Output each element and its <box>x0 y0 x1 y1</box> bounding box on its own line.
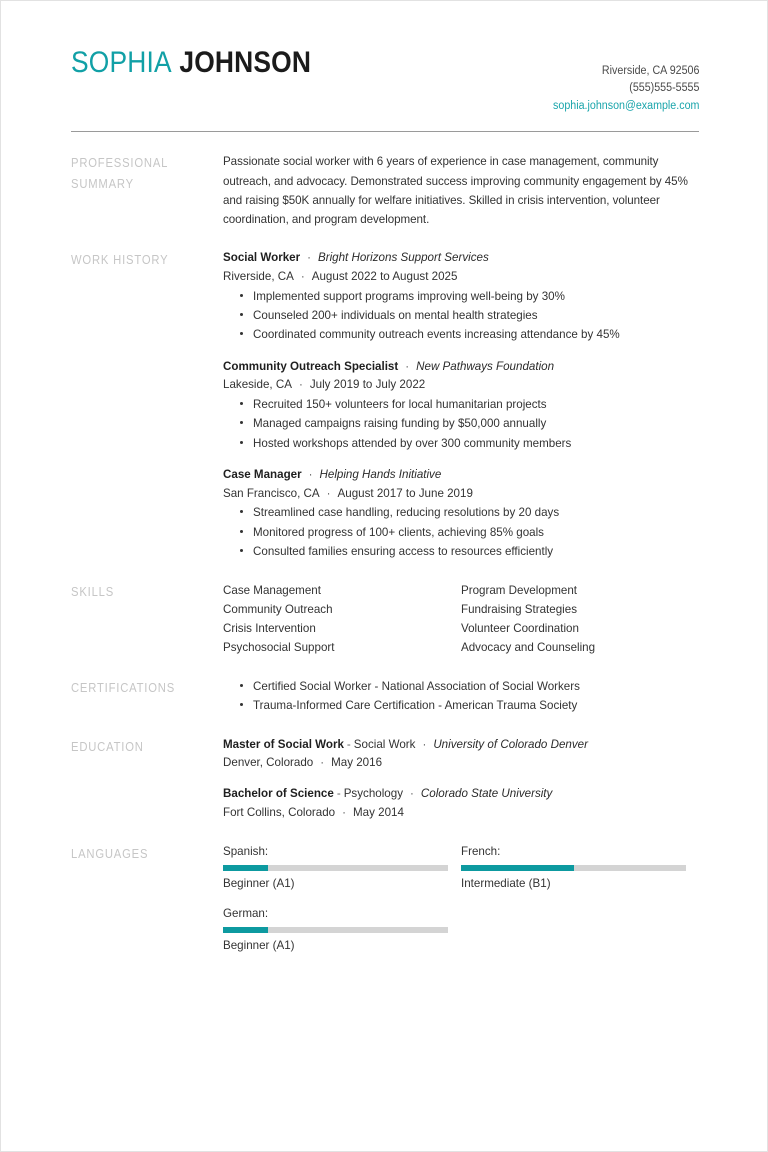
separator-dot: · <box>298 378 303 392</box>
language-proficiency-bar <box>223 927 448 933</box>
education-meta <box>223 754 699 773</box>
skill-item: Volunteer Coordination <box>461 622 579 636</box>
contact-location: Riverside, CA 92506 <box>601 65 699 77</box>
job-title: Community Outreach Specialist <box>223 359 399 373</box>
education-degree: Master of Social Work <box>223 737 344 751</box>
section-label-work-history: WORK HISTORY <box>71 253 169 268</box>
skill-item: Program Development <box>461 584 577 598</box>
language-proficiency-fill <box>461 865 574 871</box>
section-professional-summary <box>71 152 699 229</box>
section-label-languages: LANGUAGES <box>71 846 149 861</box>
job-title: Case Manager <box>223 467 302 481</box>
education-body <box>223 736 699 823</box>
job-meta <box>223 268 699 287</box>
skill-item: Community Outreach <box>223 603 333 617</box>
language-proficiency-fill <box>223 865 268 871</box>
first-name: SOPHIA <box>71 46 172 79</box>
language-name: German: <box>223 906 269 920</box>
contact-phone[interactable]: (555)555-5555 <box>628 82 699 95</box>
job-bullet: Coordinated community outreach events increasing attendance by 45% <box>253 325 699 344</box>
education-degree: Bachelor of Science <box>223 787 334 801</box>
separator-dot: · <box>308 467 313 481</box>
section-label-certifications: CERTIFICATIONS <box>71 681 176 696</box>
language-item <box>223 905 461 956</box>
job-company: Bright Horizons Support Services <box>317 251 489 265</box>
job-location: San Francisco, CA <box>223 486 320 500</box>
job-location: Riverside, CA <box>223 270 294 284</box>
job-entry <box>223 249 699 344</box>
separator-dot: · <box>320 756 325 770</box>
education-school: Colorado State University <box>420 787 553 801</box>
skills-column-left <box>223 581 461 657</box>
education-location: Fort Collins, Colorado <box>223 805 336 819</box>
section-label-education: EDUCATION <box>71 739 144 754</box>
job-dates: July 2019 to July 2022 <box>309 378 426 392</box>
language-level: Intermediate (B1) <box>461 877 551 891</box>
language-proficiency-bar <box>223 865 448 871</box>
work-history-body <box>223 249 699 561</box>
section-certifications <box>71 677 699 715</box>
separator-dot: · <box>307 251 311 265</box>
job-company: Helping Hands Initiative <box>319 467 442 481</box>
section-education <box>71 736 699 823</box>
contact-block <box>553 47 699 115</box>
language-proficiency-bar <box>461 865 686 871</box>
job-bullet-list <box>223 395 699 453</box>
section-languages <box>71 843 699 967</box>
separator-dash: - <box>336 787 341 801</box>
section-label-summary: PROFESSIONAL SUMMARY <box>71 156 168 191</box>
job-title-line <box>223 358 699 377</box>
section-work-history <box>71 249 699 561</box>
education-date: May 2014 <box>353 805 404 819</box>
job-company: New Pathways Foundation <box>416 359 555 373</box>
job-bullet: Recruited 150+ volunteers for local humanitarian projects <box>253 395 699 414</box>
job-bullet: Streamlined case handling, reducing resolutions by 20 days <box>253 503 699 522</box>
job-entry <box>223 466 699 561</box>
certification-list <box>223 677 699 715</box>
language-level: Beginner (A1) <box>223 939 295 953</box>
education-school: University of Colorado Denver <box>433 737 588 751</box>
language-item <box>223 843 461 894</box>
education-entry <box>223 785 699 823</box>
language-item <box>461 843 699 894</box>
last-name: JOHNSON <box>179 46 312 79</box>
section-label-skills: SKILLS <box>71 585 115 600</box>
skill-item: Case Management <box>223 584 321 598</box>
language-level: Beginner (A1) <box>223 877 295 891</box>
resume-header <box>71 47 699 115</box>
job-bullet: Managed campaigns raising funding by $50,000 annually <box>253 414 699 433</box>
separator-dot: · <box>326 486 331 500</box>
education-date: May 2016 <box>331 756 383 770</box>
education-meta <box>223 804 699 823</box>
job-bullet-list <box>223 287 699 345</box>
skill-item: Crisis Intervention <box>223 622 316 636</box>
separator-dash: - <box>346 737 351 751</box>
languages-body <box>223 843 699 967</box>
section-skills <box>71 581 699 657</box>
language-name: Spanish: <box>223 844 269 858</box>
header-divider <box>71 131 699 132</box>
job-entry <box>223 358 699 453</box>
job-location: Lakeside, CA <box>223 378 292 392</box>
certifications-body <box>223 677 699 715</box>
job-dates: August 2017 to June 2019 <box>337 486 473 500</box>
education-field: Social Work <box>353 737 416 751</box>
full-name <box>71 47 311 79</box>
job-title: Social Worker <box>223 251 301 265</box>
education-entry <box>223 736 699 774</box>
job-title-line <box>223 249 699 268</box>
separator-dot: · <box>342 805 346 819</box>
skills-column-right <box>461 581 699 657</box>
separator-dot: · <box>405 359 410 373</box>
skill-item: Advocacy and Counseling <box>461 641 596 655</box>
job-title-line <box>223 466 699 485</box>
job-bullet: Implemented support programs improving well-being by 30% <box>253 287 699 306</box>
certification-item: Trauma-Informed Care Certification - American Trauma Society <box>253 696 699 715</box>
education-field: Psychology <box>343 787 403 801</box>
skill-item: Fundraising Strategies <box>461 603 577 617</box>
skill-item: Psychosocial Support <box>223 641 335 655</box>
summary-text: Passionate social worker with 6 years of experience in case management, community outreach, and advocacy. Demonstrated success improving community engagement by 45% and raising $50K annually for welfare initiatives. Skilled in crisis intervention, volunteer coordination, and program development. <box>223 155 688 227</box>
contact-email[interactable]: sophia.johnson@example.com <box>552 99 699 112</box>
separator-dot: · <box>422 737 427 751</box>
summary-body <box>223 152 699 229</box>
job-meta <box>223 485 699 504</box>
job-bullet-list <box>223 503 699 561</box>
job-bullet: Consulted families ensuring access to resources efficiently <box>253 542 699 561</box>
skills-body <box>223 581 699 657</box>
job-bullet: Counseled 200+ individuals on mental health strategies <box>253 306 699 325</box>
separator-dot: · <box>300 270 305 284</box>
certification-item: Certified Social Worker - National Association of Social Workers <box>253 677 699 696</box>
language-proficiency-fill <box>223 927 268 933</box>
language-name: French: <box>461 844 501 858</box>
education-degree-line <box>223 785 699 804</box>
education-location: Denver, Colorado <box>223 756 314 770</box>
job-bullet: Hosted workshops attended by over 300 community members <box>253 434 699 453</box>
job-meta <box>223 376 699 395</box>
separator-dot: · <box>410 787 414 801</box>
job-dates: August 2022 to August 2025 <box>311 270 458 284</box>
education-degree-line <box>223 736 699 755</box>
job-bullet: Monitored progress of 100+ clients, achieving 85% goals <box>253 523 699 542</box>
